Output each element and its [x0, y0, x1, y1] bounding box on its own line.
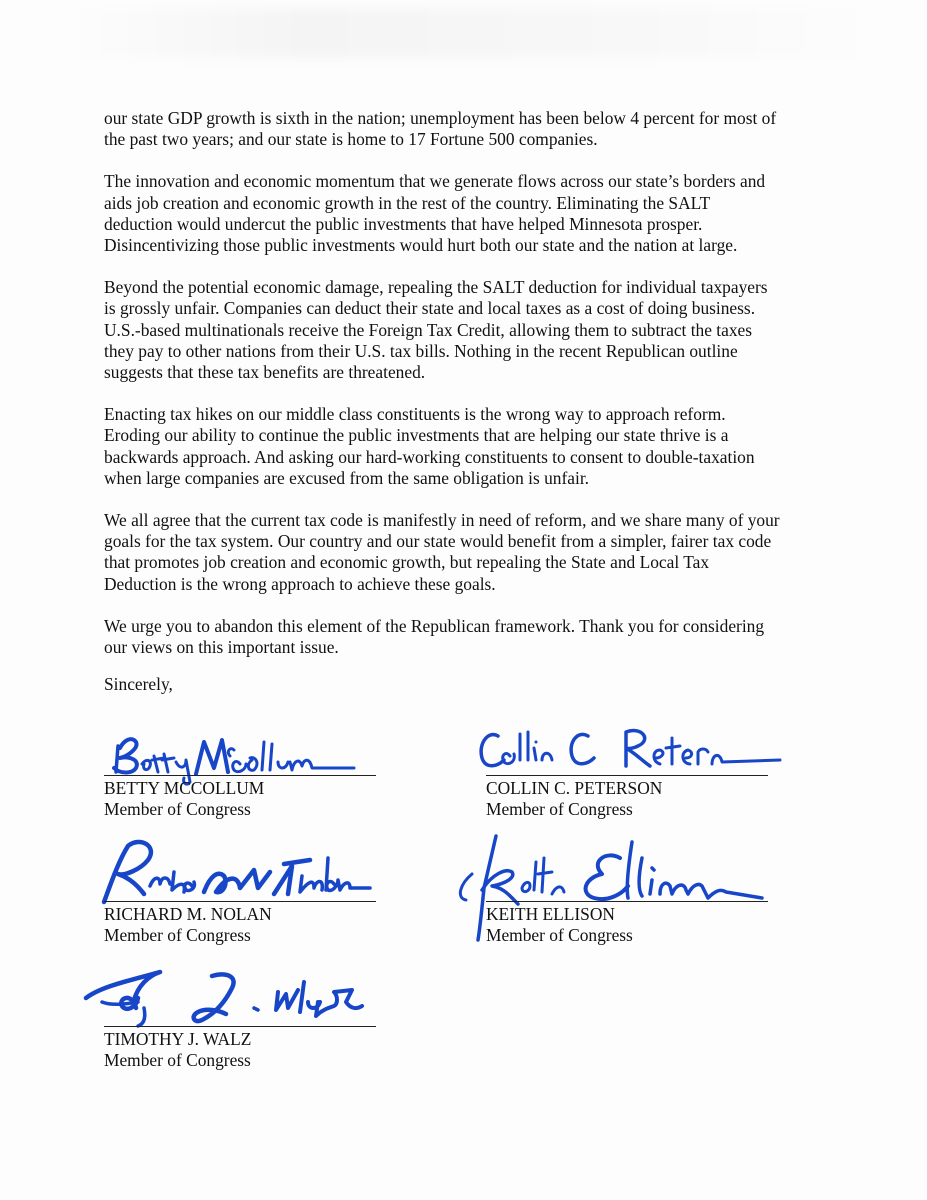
text-line: aids job creation and economic growth in the rest of the country. Eliminating the SALT [104, 192, 711, 213]
signatory-title: Member of Congress [104, 799, 251, 820]
text-line: backwards approach. And asking our hard-working constituents to consent to double-taxation [104, 446, 755, 467]
text-line: is grossly unfair. Companies can deduct their state and local taxes as a cost of doing business. [104, 298, 756, 319]
signature-line [486, 901, 768, 902]
paragraph-4 [104, 404, 824, 489]
text-line: deduction would undercut the public investments that have helped Minnesota prosper. [104, 213, 703, 234]
signatory-name: BETTY MCCOLLUM [104, 778, 265, 798]
signatory-walz [104, 1029, 251, 1071]
signature-peterson [476, 722, 786, 777]
signatory-mccollum [104, 778, 264, 820]
scan-artifact [60, 8, 880, 58]
text-line: Enacting tax hikes on our middle class constituents is the wrong way to approach reform. [104, 404, 726, 425]
letter-body [104, 108, 824, 679]
signature-line [104, 1026, 376, 1027]
text-line: suggests that these tax benefits are threatened. [104, 362, 426, 383]
paragraph-3 [104, 277, 824, 383]
signatory-name: RICHARD M. NOLAN [104, 904, 272, 924]
paragraph-6 [104, 616, 824, 658]
signatory-name: COLLIN C. PETERSON [486, 778, 663, 798]
text-line: Beyond the potential economic damage, repealing the SALT deduction for individual taxpayers [104, 277, 768, 298]
text-line: they pay to other nations from their U.S. tax bills. Nothing in the recent Republican outline [104, 340, 738, 361]
signatory-title: Member of Congress [104, 1050, 251, 1071]
text-line: Disincentivizing those public investments would hurt both our state and the nation at large. [104, 235, 738, 256]
text-line: We urge you to abandon this element of the Republican framework. Thank you for considering [104, 615, 765, 636]
text-line: Eroding our ability to continue the public investments that are helping our state thrive is a [104, 425, 729, 446]
signatory-title: Member of Congress [104, 925, 251, 946]
paragraph-5 [104, 510, 824, 595]
paragraph-1 [104, 108, 824, 150]
signatory-name: KEITH ELLISON [486, 904, 615, 924]
paragraph-2 [104, 171, 824, 256]
signature-line [104, 775, 376, 776]
text-line: Deduction is the wrong approach to achieve these goals. [104, 573, 496, 594]
signatory-title: Member of Congress [486, 799, 633, 820]
text-line: We all agree that the current tax code is manifestly in need of reform, and we share many of your [104, 510, 780, 531]
signatory-nolan [104, 904, 272, 946]
signatory-ellison [486, 904, 633, 946]
signature-line [104, 901, 376, 902]
text-line: The innovation and economic momentum that we generate flows across our state’s borders and [104, 171, 766, 192]
text-line: our state GDP growth is sixth in the nation; unemployment has been below 4 percent for most of [104, 108, 777, 128]
text-line: goals for the tax system. Our country and our state would benefit from a simpler, fairer tax code [104, 531, 772, 552]
text-line: that promotes job creation and economic growth, but repealing the State and Local Tax [104, 552, 710, 573]
signature-line [486, 775, 768, 776]
text-line: the past two years; and our state is home to 17 Fortune 500 companies. [104, 129, 598, 150]
signatory-title: Member of Congress [486, 925, 633, 946]
signature-nolan [88, 836, 378, 906]
text-line: U.S.-based multinationals receive the Foreign Tax Credit, allowing them to subtract the taxes [104, 319, 753, 340]
signatory-name: TIMOTHY J. WALZ [104, 1029, 252, 1049]
closing: Sincerely, [104, 674, 173, 694]
text-line: when large companies are excused from the same obligation is unfair. [104, 467, 590, 488]
signature-walz [82, 962, 382, 1032]
text-line: our views on this important issue. [104, 637, 339, 658]
signatory-peterson [486, 778, 662, 820]
